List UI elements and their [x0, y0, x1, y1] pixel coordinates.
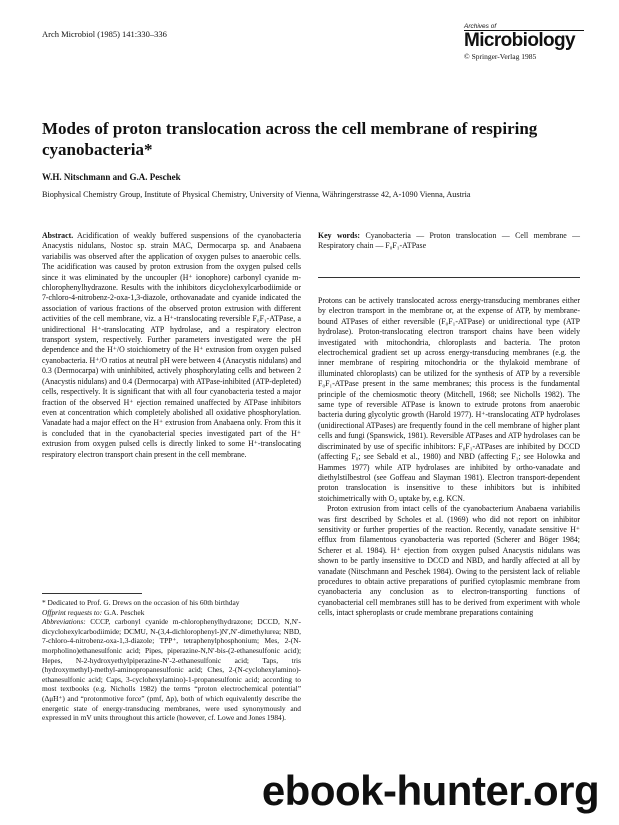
offprint-label: Offprint requests to: [42, 607, 103, 617]
abstract-label: Abstract. [42, 231, 74, 240]
abbreviations-footnote [42, 617, 301, 723]
footnotes [42, 598, 301, 723]
abbreviations-text: CCCP, carbonyl cyanide m-chlorophenylhydrazone; DCCD, N,N′-dicyclohexylcarbodiimide; DCMU, N-(3,4-dichlorophenyl-)N′,N′-dimethylurea; NBD, 7-chloro-4-nitrobenz-oxa-1,3-diazole; TPP⁺, tetraphenylphosphonium; Mes, 2-(N-morpholino)ethanesulfonic acid; Pipes, piperazine-N,N′-bis-(2-ethanesulfonic acid); Hepes, N-2-hydroxyethylpiperazine-N′-2-ethanesulfonic acid; Taps, tris (hydroxymethyl)-methyl-aminopropanesulfonic acid; Ches, 2-(N-cyclohexylamino)-ethanesulfonic acid; Caps, 3-cyclohexylamino)-1-propanesulfonic acid; according to most textbooks (e.g. Nicholls 1982) the terms “proton electrochemical potential” (Δμ̃H⁺) and “protonmotive force” (pmf, Δp), both of which equivalently describe the energetic state of energy-transducing membranes, were used synonymously and expressed in mV units throughout this article (however, cf. Lowe and Jones 1984). [42, 617, 301, 723]
masthead-archives-of: Archives of [464, 23, 497, 30]
abbreviations-label: Abbreviations: [42, 617, 86, 627]
footnote-divider [42, 593, 142, 594]
offprint-footnote [42, 608, 301, 618]
abstract-text: Acidification of weakly buffered suspensions of the cyanobacteria Anacystis nidulans, Nostoc sp. strain MAC, Dermocarpa sp. and Anabaena variabilis was observed after the application of oxygen pulses to anaerobic cells. The acidification was caused by proton extrusion from the oxygen pulsed cells since it was eliminated by the uncoupler (H⁺ ionophore) carbonyl cyanide m-chlorophenylhydrazone. Results with the inhibitors dicyclohexylcarbodiimide or 7-chloro-4-nitrobenz-2-oxa-1,3-diazole, orthovanadate and cyanide indicated the association of various fractions of the observed proton extrusion with different activities of the cell membrane, viz. a H⁺-translocating reversible F₀F₁-ATPase, a unidirectional H⁺-translocating ATP hydrolase, and a respiratory electron transport system, respectively. Further parameters investigated were the pH dependence and the H⁺/O stoichiometry of the H⁺ extrusion from oxygen pulsed cyanobacteria. H⁺/O ratios at neutral pH were between 4 (Anacystis nidulans) and 0.3 (Dermocarpa) with uninhibited, actively phosphorylating cells and between 2 (Anacystis nidulans) and 0.4 (Dermocarpa) with ATPase-inhibited (ATP-depleted) cells, respectively. It is significant that with all four cyanobacteria tested a major fraction of the observed H⁺ ejection remained unaffected by ATPase inhibitors even at concentration which completely abolished all oxidative phosphorylation. Vanadate had a major effect on the H⁺ extrusion from Anabaena only. From this it is concluded that in the cyanobacterial species investigated part of the H⁺ extrusion from oxygen pulsed cells is directly linked to some H⁺-translocating respiratory electron transport chain present in the cell membrane. [42, 231, 302, 459]
article-title: Modes of proton translocation across the cell membrane of respiring cyanobacteria* [42, 119, 538, 159]
dedication-footnote: * Dedicated to Prof. G. Drews on the occasion of his 60th birthday [42, 598, 240, 607]
offprint-name: G.A. Peschek [103, 607, 145, 617]
author-affiliation: Biophysical Chemistry Group, Institute of Physical Chemistry, University of Vienna, Währingerstrasse 42, A-1090 Vienna, Austria [42, 190, 471, 199]
body-paragraph: Proton extrusion from intact cells of the cyanobacterium Anabaena variabilis was first described by Scholes et al. (1969) who did not report on inhibitor sensitivity or further properties of the reaction. Recently, vanadate sensitive H⁺ efflux from filamentous cyanobacteria was reported (Scherer and Böger 1984; Scherer et al. 1984). H⁺ ejection from oxygen pulsed Anacystis nidulans was shown to be partly insensitive to DCCD and NBD, and hardly affected at all by vanadate (Nitschmann and Peschek 1984). Owing to the persistent lack of reliable procedures to obtain active preparations of purified cytoplasmic membrane from cyanobacteria any conclusion as to electron-transporting functions of cyanobacterial cell membranes still has to be derived from experiment with whole cells, intact spheroplasts or crude membrane preparations containing [318, 504, 580, 618]
article-authors: W.H. Nitschmann and G.A. Peschek [42, 172, 181, 182]
journal-masthead [464, 23, 584, 61]
watermark: ebook-hunter.org [242, 756, 619, 825]
keywords-label: Key words: [318, 231, 361, 240]
keywords-divider [318, 277, 580, 278]
microbiology-logo: Microbiology [464, 30, 584, 50]
keywords [318, 231, 580, 252]
body-paragraph: Protons can be actively translocated across energy-transducing membranes either by electron transport in the membrane or, at the expense of ATP, by membrane-bound ATPases of either reversible (F₀F₁-ATPase) or unidirectional type (ATP hydrolase). Proton-translocating electron transport chains have been widely investigated with mitochondria, chloroplasts and bacteria. The proton electrochemical gradient set up across energy-transducing membranes (e.g. the inner membrane of respiring mitochondria or the thylakoid membrane of illuminated chloroplasts) can be utilized for the synthesis of ATP by a reversible F₀F₁-ATPase present in the same membranes; this process is the fundamental principle of the chemiosmotic theory (Mitchell, 1968; see Nicholls 1982). The same type of reversible ATPase is known to extrude protons from anaerobic bacteria during glycolytic growth (Harold 1977). H⁺-translocating ATP hydrolases (unidirectional ATPases) are frequently found in the cell membrane of higher plant cells and fungi (Spanswick, 1981). Reversible ATPases and ATP hydrolases can be discriminated by use of specific inhibitors: F₀F₁-ATPases are inhibited by DCCD (affecting F₀; see Sebald et al., 1980) and NBD (affecting F₁; see Holowka and Hammes 1977) while ATP hydrolases are inhibited by ortho-vanadate and diethylstilbestrol (see Goffeau and Slayman 1981). Electron transport-dependent proton translocation is insensitive to these inhibitors but is inhibited stoichimetrically with O₂ uptake by, e.g. KCN. [318, 296, 580, 503]
body-introduction [318, 296, 580, 619]
journal-reference: Arch Microbiol (1985) 141:330–336 [42, 29, 167, 39]
abstract [42, 231, 301, 460]
keywords-text: Cyanobacteria — Proton translocation — Cell membrane — Respiratory chain — F₀F₁-ATPase [318, 231, 581, 251]
copyright-notice: © Springer-Verlag 1985 [464, 52, 537, 61]
